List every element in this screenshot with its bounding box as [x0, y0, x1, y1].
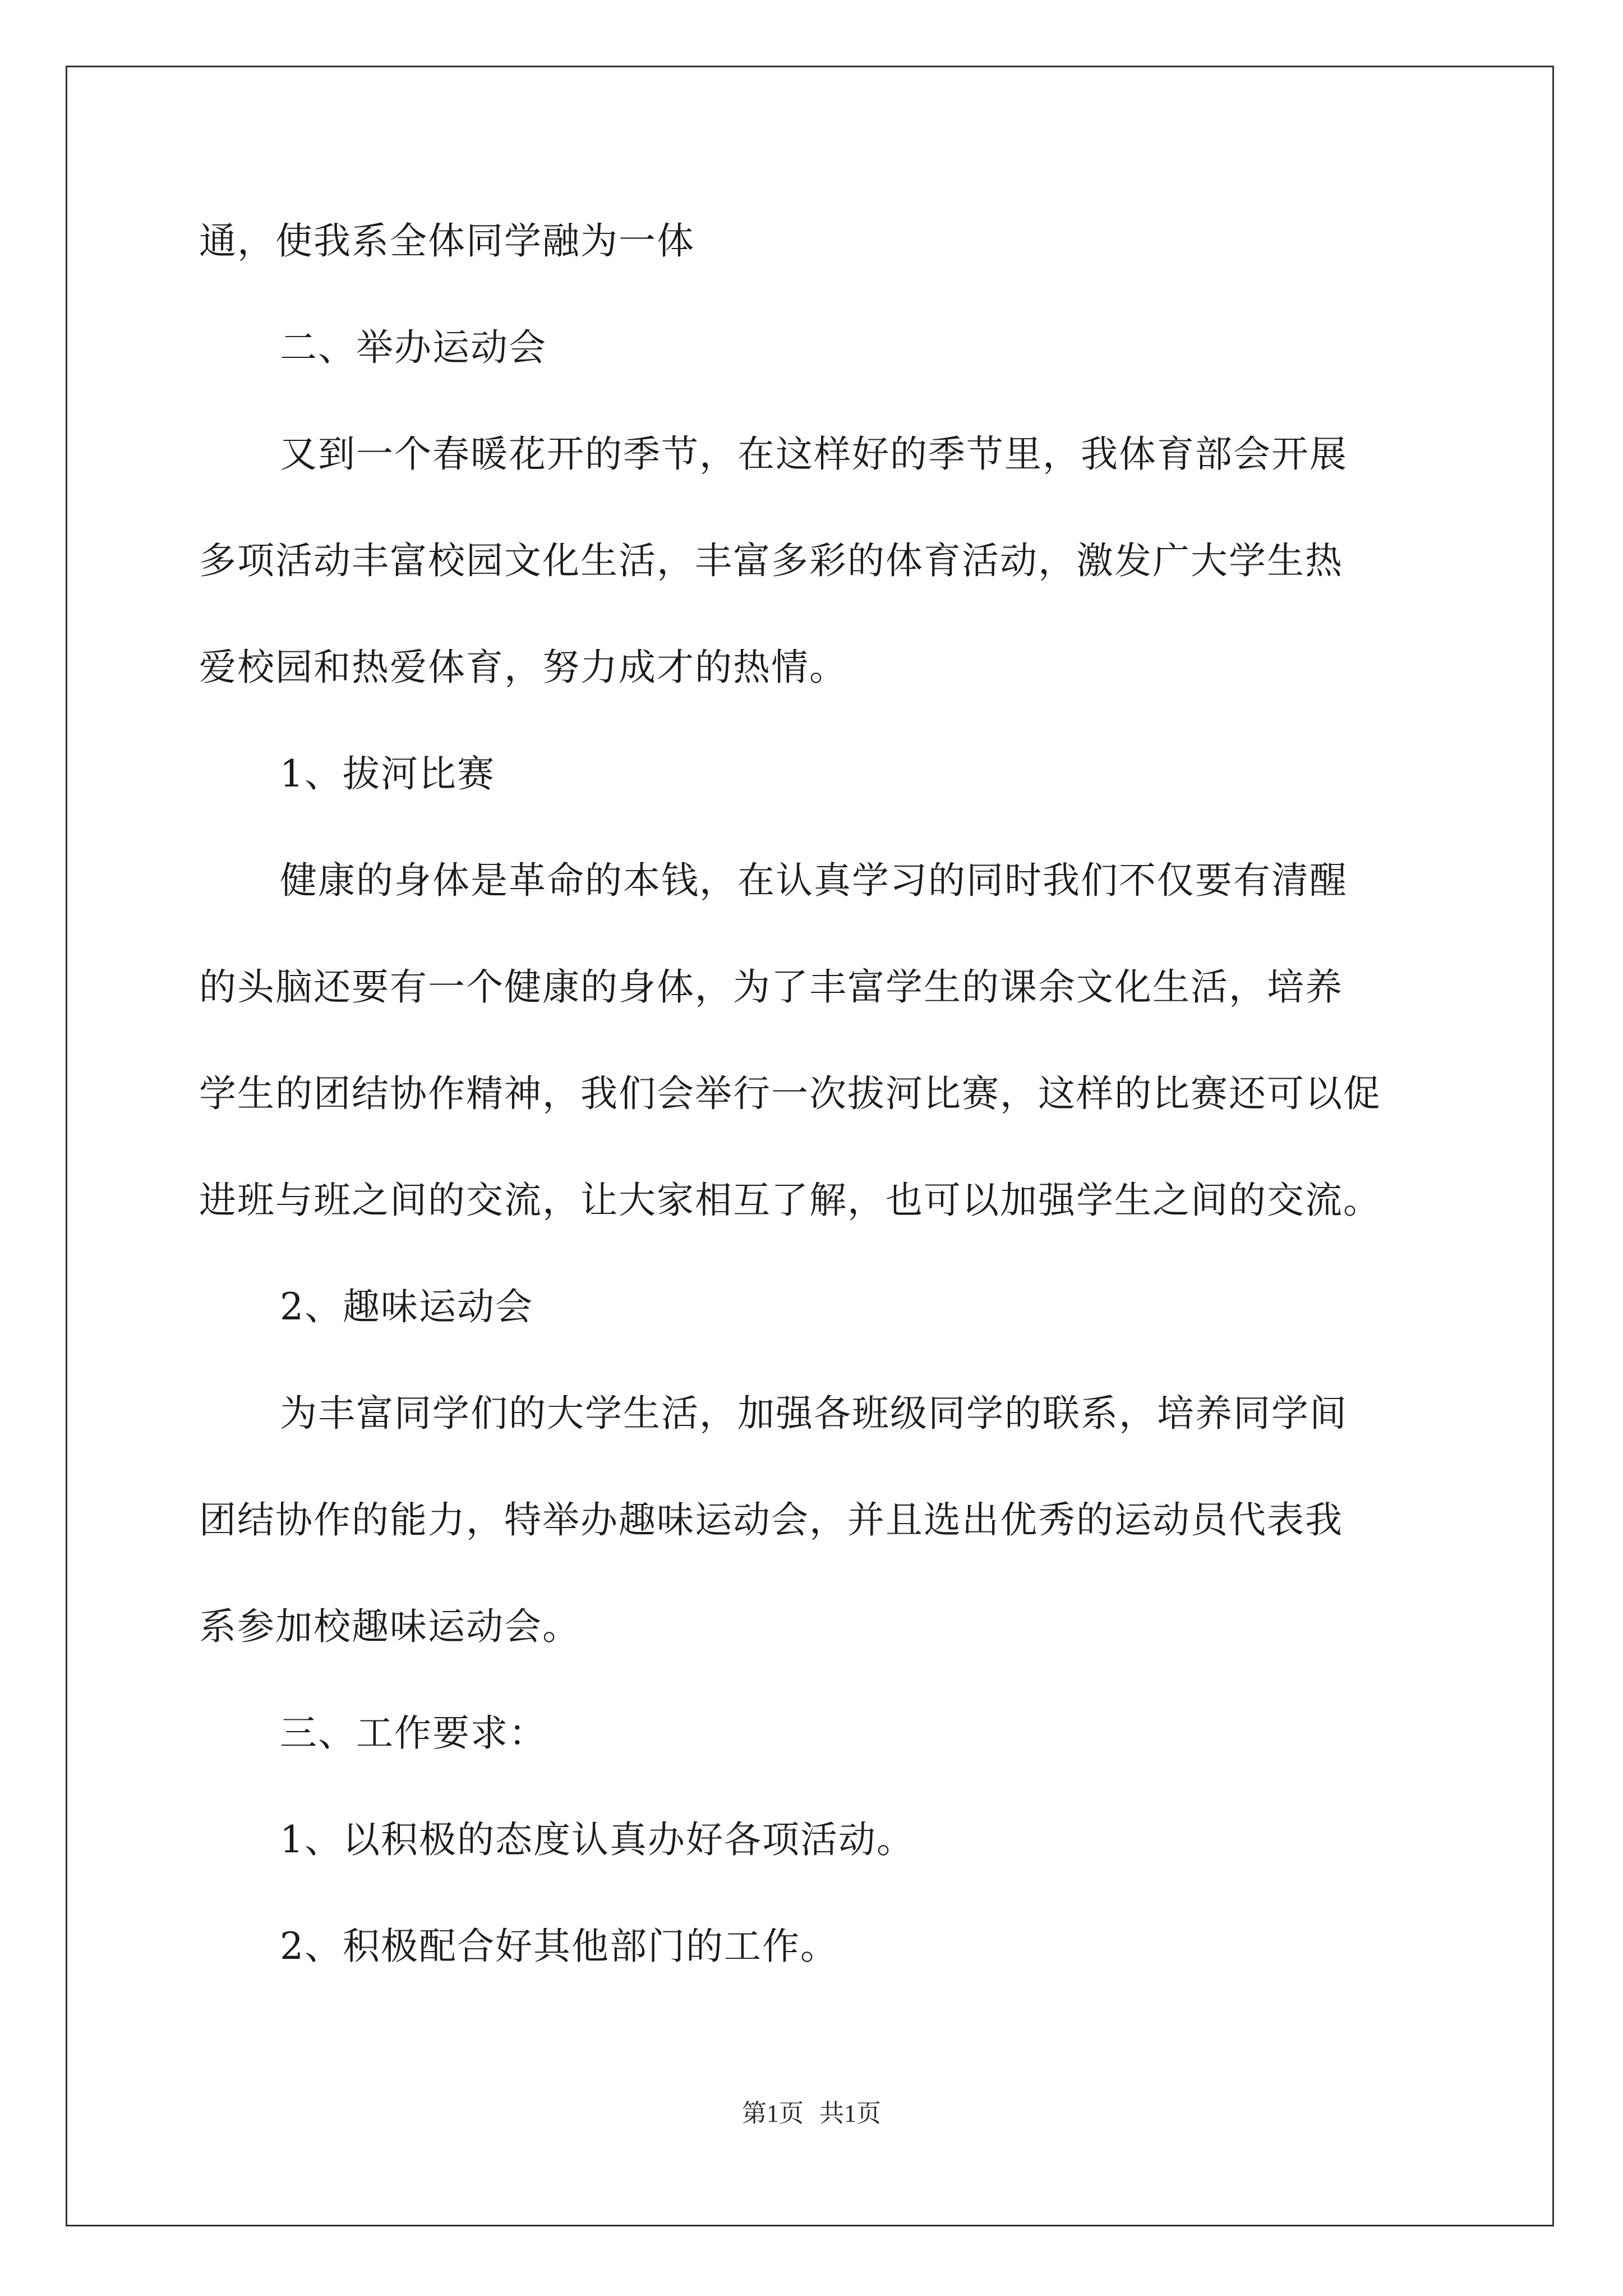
list-item: 2、积极配合好其他部门的工作。	[280, 1925, 838, 1968]
subsection-heading: 2、趣味运动会	[280, 1285, 533, 1328]
text-line: 学生的团结协作精神，我们会举行一次拔河比赛，这样的比赛还可以促	[199, 1072, 1381, 1115]
page-total: 共1页	[819, 2100, 881, 2127]
text-line: 多项活动丰富校园文化生活，丰富多彩的体育活动，激发广大学生热	[199, 539, 1343, 582]
section-heading: 三、工作要求：	[280, 1711, 547, 1755]
page-footer	[0, 2098, 1623, 2129]
text-line: 团结协作的能力，特举办趣味运动会，并且选出优秀的运动员代表我	[199, 1498, 1343, 1542]
text-line: 的头脑还要有一个健康的身体，为了丰富学生的课余文化生活，培养	[199, 965, 1343, 1009]
text-line: 系参加校趣味运动会。	[199, 1605, 580, 1648]
text-line: 健康的身体是革命的本钱，在认真学习的同时我们不仅要有清醒	[280, 859, 1348, 902]
text-line: 进班与班之间的交流，让大家相互了解，也可以加强学生之间的交流。	[199, 1179, 1381, 1222]
list-item: 1、以积极的态度认真办好各项活动。	[280, 1818, 915, 1861]
page-border	[66, 66, 1554, 2226]
text-line: 通，使我系全体同学融为一体	[199, 219, 695, 263]
section-heading: 二、举办运动会	[280, 326, 547, 369]
text-line: 为丰富同学们的大学生活，加强各班级同学的联系，培养同学间	[280, 1392, 1348, 1435]
text-line: 爱校园和热爱体育，努力成才的热情。	[199, 646, 847, 689]
text-line: 又到一个春暖花开的季节，在这样好的季节里，我体育部会开展	[280, 432, 1348, 476]
subsection-heading: 1、拔河比赛	[280, 752, 495, 795]
page-number: 第1页	[742, 2100, 804, 2127]
